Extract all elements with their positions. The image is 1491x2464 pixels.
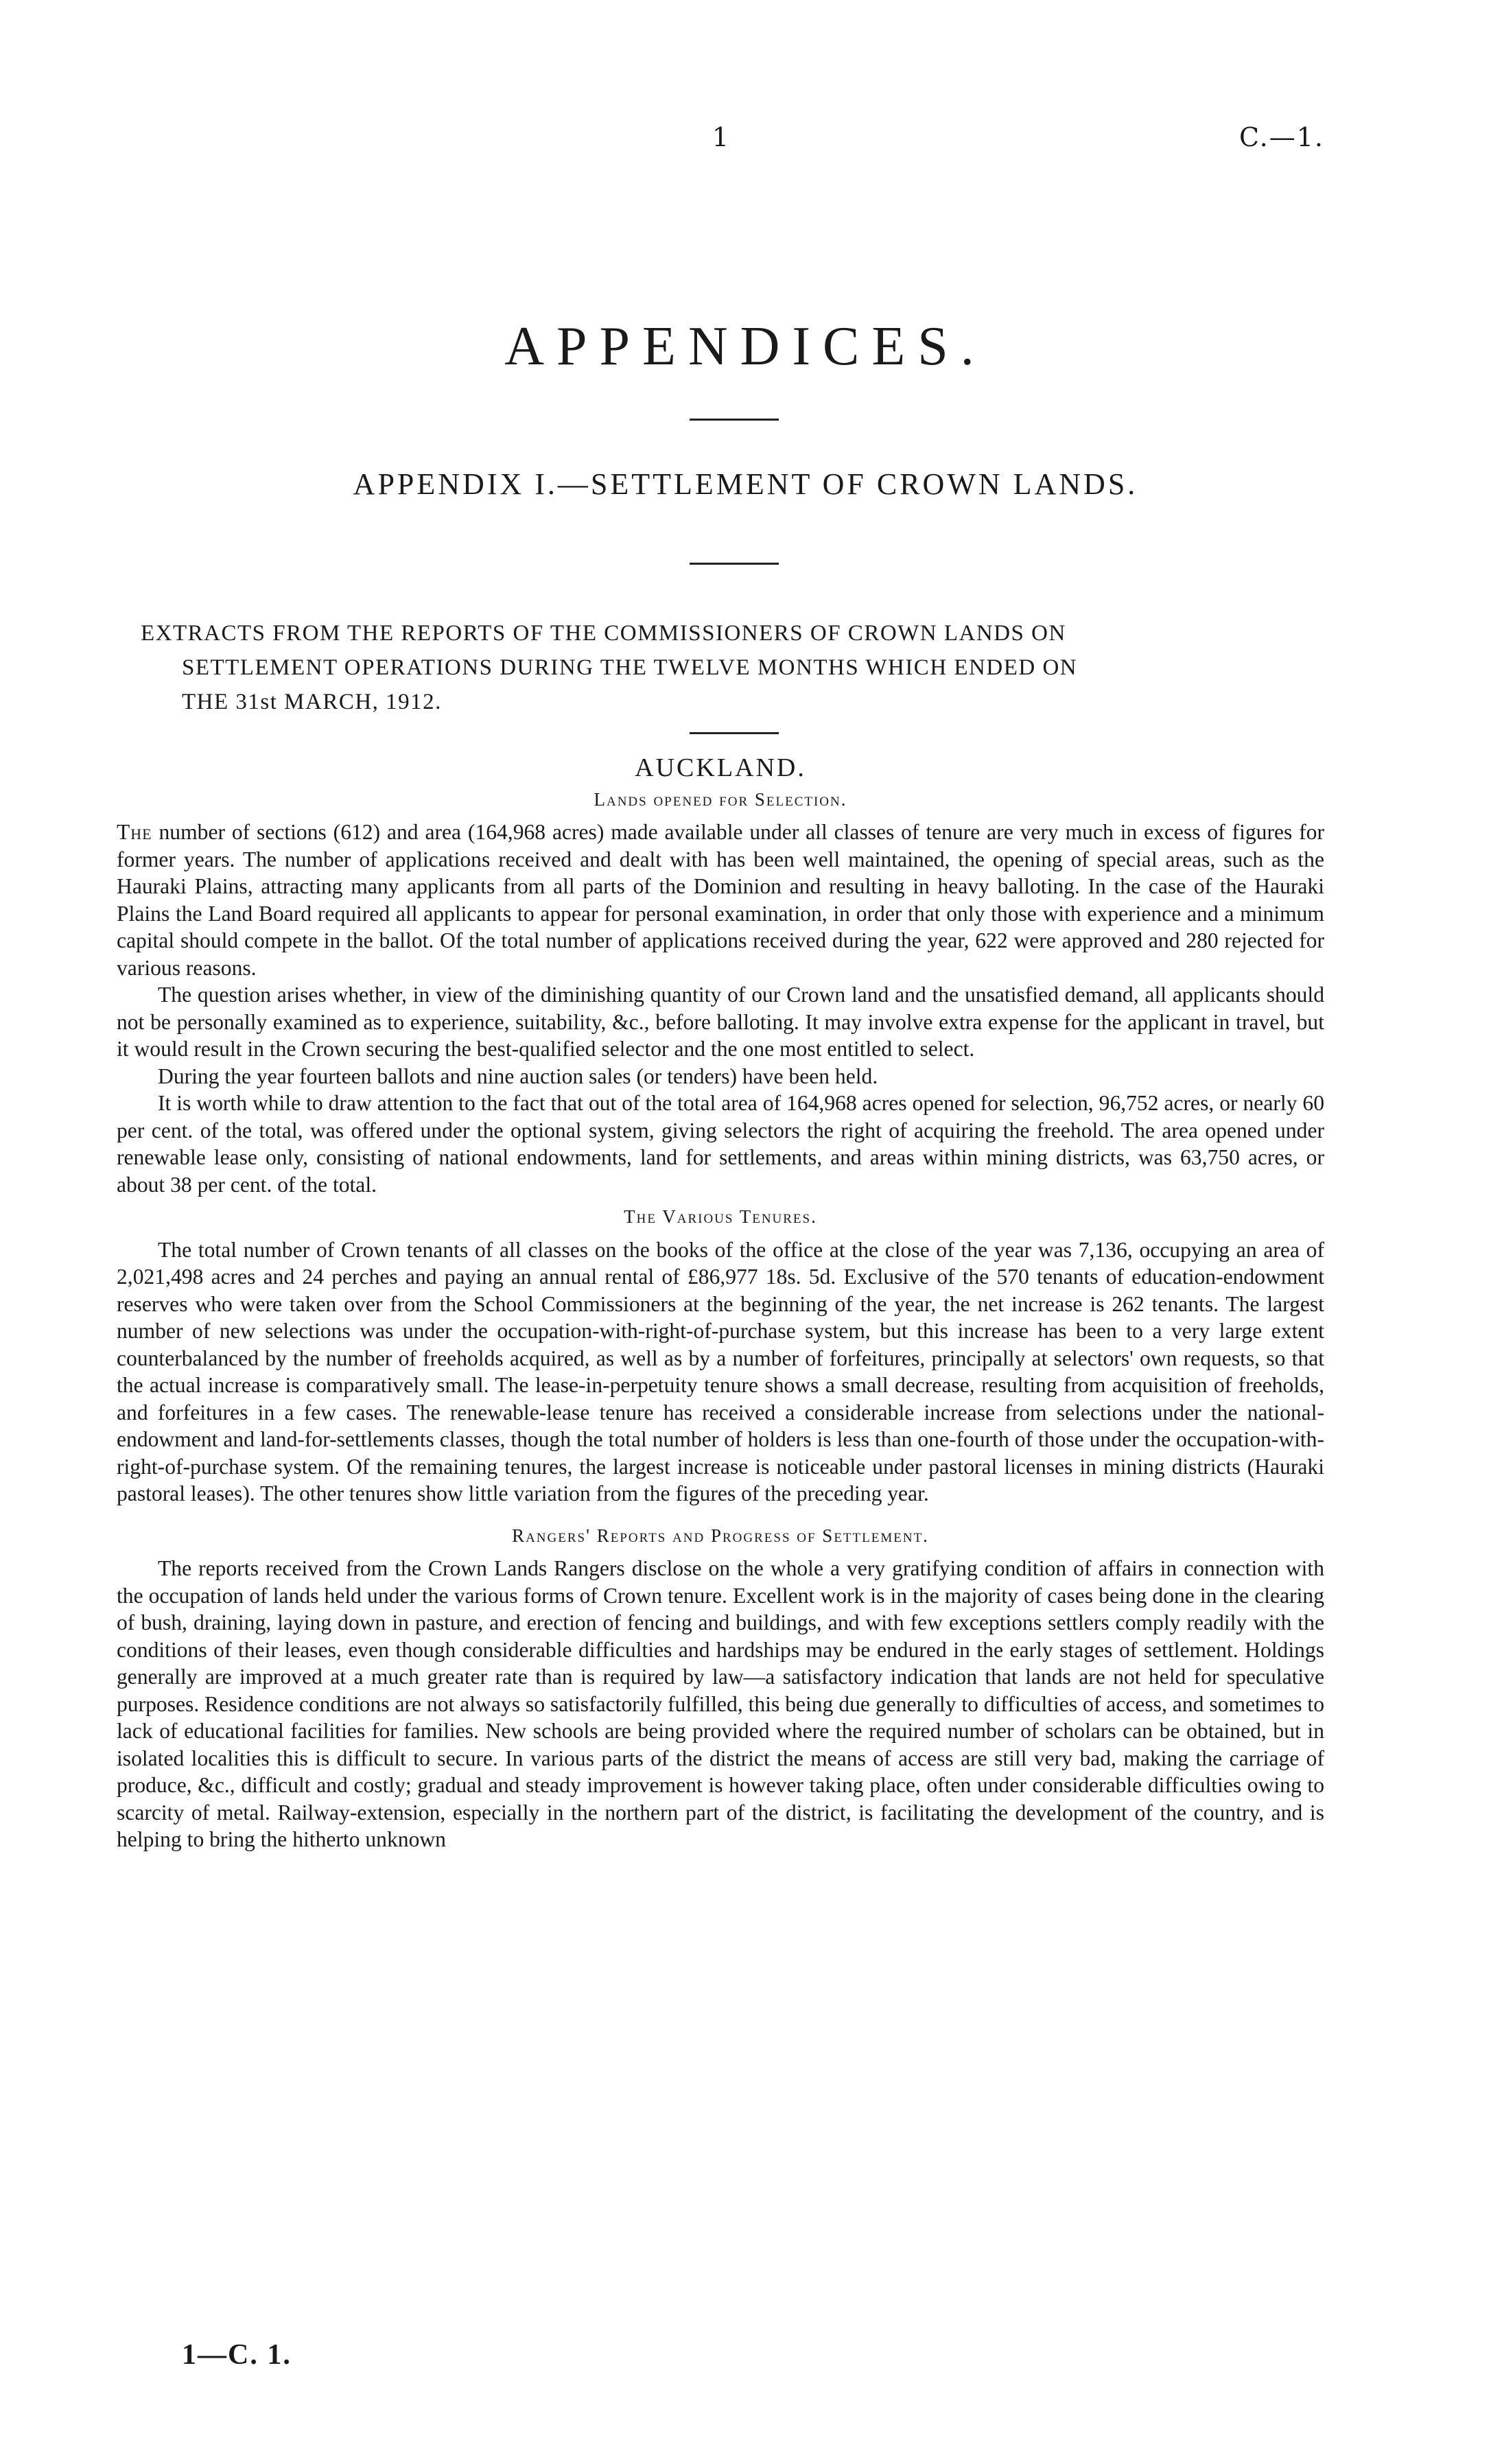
report-body (117, 755, 1324, 1853)
page-reference: C.—1. (1238, 122, 1324, 152)
paragraph-text: number of sections (612) and area (164,968 acres) made available under all classes of tenure are very much in excess of figures for former years. The number of applications received and dealt with has been well maintained, the opening of special areas, such as the Hauraki Plains, attracting many applicants from all parts of the Dominion and resulting in heavy balloting. In the case of the Hauraki Plains the Land Board required all applicants to appear for personal examination, in order that only those with experience and a minimum capital should compete in the ballot. Of the total number of applications received during the year, 622 were approved and 280 rejected for various reasons. (117, 820, 1324, 980)
section-heading: Rangers' Reports and Progress of Settlement. (512, 1525, 929, 1546)
district-heading: AUCKLAND. (635, 753, 806, 782)
title-divider (690, 419, 779, 421)
footer-reference: 1—C. 1. (182, 2339, 292, 2371)
paragraph: The total number of Crown tenants of all classes on the books of the office at the close of the year was 7,136, occupying an area of 2,021,498 acres and 24 perches and paying an annual rental of £86,977 18s. 5d. Exclusive of the 570 tenants of education-endowment reserves who were taken over from the School Commissioners at the beginning of the year, the net increase is 262 tenants. The largest number of new selections was under the occupation-with-right-of-purchase system, but this increase has been to a very large extent counterbalanced by the number of freeholds acquired, as well as by a number of forfeitures, principally at selectors' own requests, so that the actual increase is comparatively small. The lease-in-perpetuity tenure shows a small decrease, resulting from acquisition of freeholds, and forfeitures in a few cases. The renewable-lease tenure has received a considerable increase from selections under the national-endowment and land-for-settlements classes, though the total number of holders is less than one-fourth of those under the occupation-with-right-of-purchase system. Of the remaining tenures, the largest increase is noticeable under pastoral licenses in mining districts (Hauraki pastoral leases). The other tenures show little variation from the figures of the preceding year. (117, 1237, 1324, 1505)
extracts-heading (141, 616, 1317, 719)
paragraph: The reports received from the Crown Lands Rangers disclose on the whole a very gratifying condition of affairs in connection with the occupation of lands held under the various forms of Crown tenure. Excellent work is in the majority of cases being done in the clearing of bush, draining, laying down in pasture, and erection of fencing and buildings, and with few exceptions settlers comply readily with the conditions of their leases, even though considerable difficulties and hardships may be endured in the early stages of settlement. Holdings generally are improved at a much greater rate than is required by law—a satisfactory indication that lands are not held for speculative purposes. Residence conditions are not always so satisfactorily fulfilled, this being due generally to difficulties of access, and sometimes to lack of educational facilities for families. New schools are being provided where the required number of scholars can be obtained, but in isolated localities this is difficult to secure. In various parts of the district the means of access are still very bad, making the carriage of produce, &c., difficult and costly; gradual and steady improvement is however taking place, often under considerable difficulties owing to scarcity of metal. Railway-extension, especially in the northern part of the district, is facilitating the development of the country, and is helping to bring the hitherto unknown (117, 1556, 1324, 1851)
extracts-heading-line: THE 31st MARCH, 1912. (182, 690, 442, 714)
appendix-title: APPENDIX I.—SETTLEMENT OF CROWN LANDS. (353, 467, 1138, 501)
extracts-heading-line: EXTRACTS FROM THE REPORTS OF THE COMMISSIONERS OF CROWN LANDS ON (141, 621, 1066, 646)
paragraph: The question arises whether, in view of the diminishing quantity of our Crown land and the unsatisfied demand, all applicants should not be personally examined as to experience, suitability, &c., before balloting. It may involve extra expense for the applicant in travel, but it would result in the Crown securing the best-qualified selector and the one most entitled to select. (117, 983, 1324, 1061)
paragraph: During the year fourteen ballots and nine auction sales (or tenders) have been held. (158, 1064, 878, 1088)
extracts-divider (690, 732, 779, 734)
section-heading: The Various Tenures. (624, 1206, 817, 1227)
paragraph (117, 819, 1324, 981)
paragraph: It is worth while to draw attention to the fact that out of the total area of 164,968 acres opened for selection, 96,752 acres, or nearly 60 per cent. of the total, was offered under the optional system, giving selectors the right of acquiring the freehold. The area opened under renewable lease only, consisting of national endowments, land for settlements, and areas within mining districts, was 63,750 acres, or about 38 per cent. of the total. (117, 1091, 1324, 1197)
paragraph-lead: The (117, 820, 152, 844)
appendix-divider (690, 563, 779, 565)
page-number: 1 (712, 122, 729, 152)
extracts-heading-line: SETTLEMENT OPERATIONS DURING THE TWELVE MONTHS WHICH ENDED ON (182, 655, 1078, 680)
document-title: APPENDICES. (504, 316, 987, 377)
section-heading: Lands opened for Selection. (594, 788, 847, 810)
